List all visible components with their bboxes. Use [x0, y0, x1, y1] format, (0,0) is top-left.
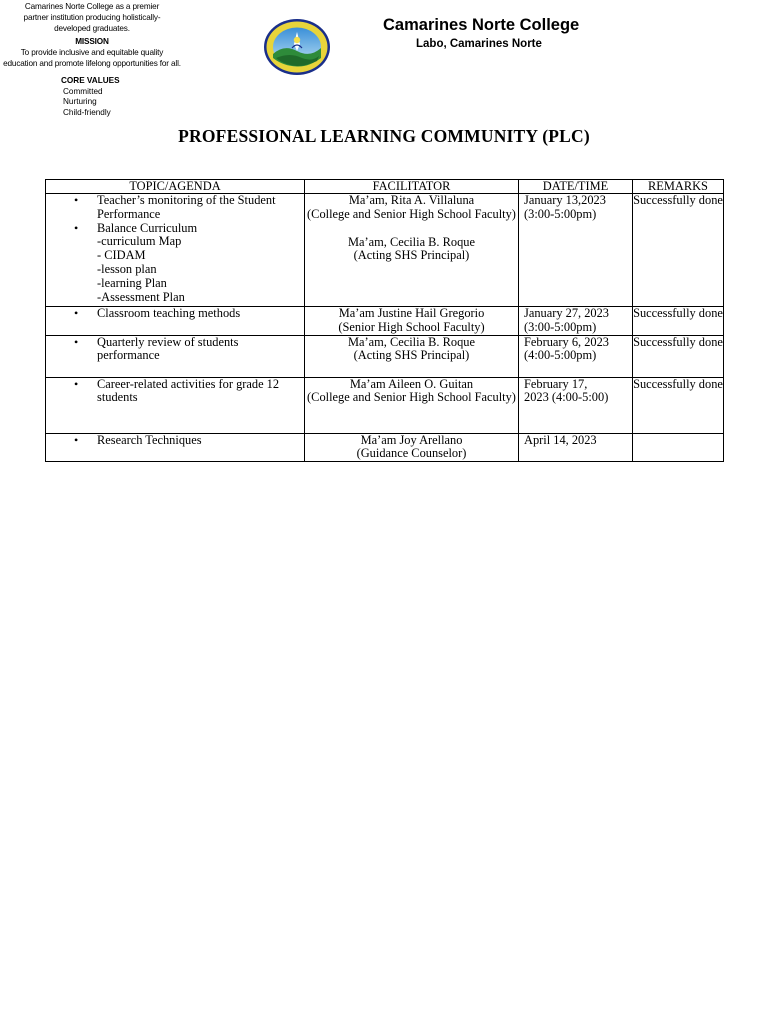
- table-header-row: [46, 180, 724, 194]
- facilitator-cell: [305, 307, 519, 336]
- table-row: [46, 335, 724, 377]
- topic-item: • Career-related activities for grade 12 students: [97, 378, 294, 406]
- topic-item: [97, 222, 304, 305]
- topic-cell: [46, 335, 305, 377]
- topic-item-label: Balance Curriculum: [97, 220, 198, 235]
- date-text: April 14, 2023: [524, 432, 597, 447]
- subtopic-item: -Assessment Plan: [97, 289, 185, 304]
- topic-list: [46, 307, 304, 321]
- time-text: (3:00-5:00pm): [524, 319, 597, 334]
- document-title: PROFESSIONAL LEARNING COMMUNITY (PLC): [178, 126, 590, 146]
- subtopic-list: [97, 235, 304, 304]
- topic-item: • Research Techniques: [97, 434, 304, 448]
- topic-item: • Teacher’s monitoring of the Student Performance: [97, 194, 304, 222]
- remarks-cell: Successfully done: [633, 377, 724, 433]
- time-text: (3:00-5:00pm): [524, 206, 597, 221]
- topic-list: [46, 194, 304, 304]
- mission-line: To provide inclusive and equitable quality: [20, 48, 164, 57]
- core-value: Committed: [63, 86, 103, 96]
- core-values-block: [61, 76, 120, 118]
- table-row: [46, 377, 724, 433]
- date-text: February 17,: [524, 376, 588, 391]
- facilitator-role: (Guidance Counselor): [356, 446, 467, 461]
- facilitator-role: (Senior High School Faculty): [338, 319, 485, 334]
- facilitator-cell: [305, 335, 519, 377]
- remarks-cell: Successfully done: [633, 194, 724, 307]
- facilitator-name: Ma’am Joy Arellano: [360, 432, 463, 447]
- facilitator-name: Ma’am Aileen O. Guitan: [349, 376, 474, 391]
- date-text: February 6, 2023: [524, 334, 609, 349]
- college-seal-logo: [262, 18, 332, 76]
- topic-item: • Quarterly review of students performance: [97, 336, 264, 364]
- date-text: January 27, 2023: [524, 306, 609, 320]
- facilitator-cell: [305, 433, 519, 462]
- college-address: Labo, Camarines Norte: [416, 38, 542, 50]
- college-name: Camarines Norte College: [383, 16, 580, 34]
- table-row: [46, 194, 724, 307]
- topic-item: • Classroom teaching methods: [97, 307, 304, 321]
- column-header-facilitator: FACILITATOR: [305, 180, 519, 194]
- core-value: Child-friendly: [63, 107, 111, 117]
- mission-line: education and promote lifelong opportunities for all.: [3, 59, 181, 68]
- column-header-topic: TOPIC/AGENDA: [46, 180, 305, 194]
- date-time-cell: [519, 433, 633, 462]
- facilitator-role: (Acting SHS Principal): [353, 248, 470, 263]
- facilitator-cell: [305, 377, 519, 433]
- date-time-cell: [519, 335, 633, 377]
- time-text: 2023 (4:00-5:00): [524, 390, 609, 405]
- core-values-heading: CORE VALUES: [61, 76, 120, 85]
- facilitator-role: (Acting SHS Principal): [353, 348, 470, 363]
- topic-cell: [46, 194, 305, 307]
- column-header-date-time: DATE/TIME: [519, 180, 633, 194]
- facilitator-cell: [305, 194, 519, 307]
- time-text: (4:00-5:00pm): [524, 348, 597, 363]
- remarks-cell: Successfully done: [633, 307, 724, 336]
- topic-cell: [46, 377, 305, 433]
- remarks-cell: [633, 433, 724, 462]
- remarks-cell: Successfully done: [633, 335, 724, 377]
- table-row: [46, 433, 724, 462]
- facilitator-name: Ma’am, Rita A. Villaluna: [348, 193, 475, 207]
- subtopic-item: -lesson plan: [97, 261, 157, 276]
- facilitator-name: Ma’am, Cecilia B. Roque: [348, 334, 475, 349]
- topic-list: [46, 336, 304, 364]
- plc-table: [45, 179, 724, 462]
- date-time-cell: [519, 307, 633, 336]
- topic-list: [46, 378, 304, 406]
- subtopic-item: -learning Plan: [97, 275, 167, 290]
- facilitator-name: Ma’am, Cecilia B. Roque: [348, 234, 475, 249]
- vision-line: Camarines Norte College as a premier: [24, 2, 160, 11]
- date-time-cell: [519, 377, 633, 433]
- date-time-cell: [519, 194, 633, 307]
- topic-cell: [46, 307, 305, 336]
- topic-cell: [46, 433, 305, 462]
- facilitator-role: (College and Senior High School Faculty): [307, 206, 516, 221]
- vision-line: developed graduates.: [54, 24, 130, 33]
- facilitator-name: Ma’am Justine Hail Gregorio: [338, 306, 485, 320]
- table-row: [46, 307, 724, 336]
- vision-line: partner institution producing holistically-: [23, 13, 161, 22]
- subtopic-item: - CIDAM: [97, 248, 146, 263]
- column-header-remarks: REMARKS: [633, 180, 724, 194]
- vision-mission-block: [0, 1, 198, 69]
- subtopic-item: -curriculum Map: [97, 234, 182, 249]
- mission-heading: MISSION: [75, 37, 109, 46]
- date-text: January 13,2023: [524, 193, 606, 207]
- facilitator-role: (College and Senior High School Faculty): [307, 390, 516, 405]
- core-value: Nurturing: [63, 97, 97, 107]
- topic-list: [46, 434, 304, 448]
